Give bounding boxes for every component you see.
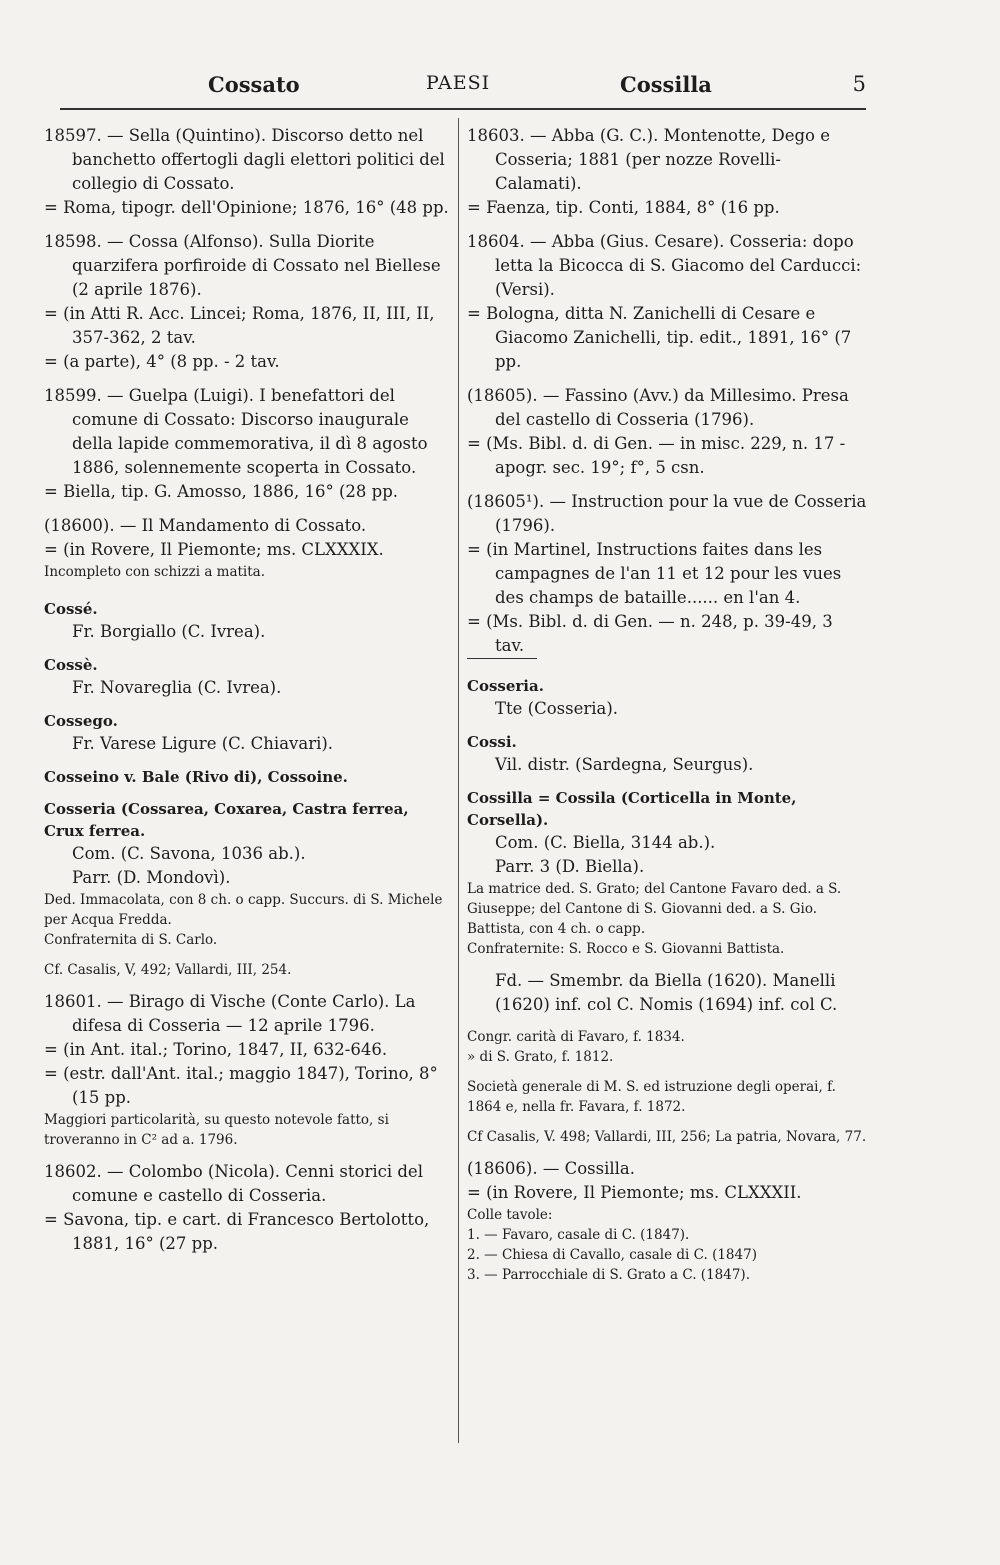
note-text: 1. — Favaro, casale di C. (1847). [467,1227,690,1243]
note-text: Cf. Casalis, V, 492; Vallardi, III, 254. [44,962,292,978]
header-right-keyword: Cossilla [620,72,712,97]
entry-text: (18600). — Il Mandamento di Cossato. [44,516,367,535]
spacer [44,788,449,798]
spacer [467,659,867,675]
column-divider [458,118,459,1443]
entry-text: = (estr. dall'Ant. ital.; maggio 1847), Torino, 8° (15 pp. [44,1064,438,1107]
spacer [467,959,867,969]
place-heading: Cossè. [44,656,98,674]
entry-text: Com. (C. Biella, 3144 ab.). [495,833,716,852]
spacer [467,374,867,384]
page-number: 5 [852,72,866,96]
entry-text: = (Ms. Bibl. d. di Gen. — in misc. 229, n. 17 - apogr. sec. 19°; f°, 5 csn. [467,434,846,477]
entry-text: = (in Rovere, Il Piemonte; ms. CLXXXIX. [44,540,384,559]
entry-text: 18603. — Abba (G. C.). Montenotte, Dego e Cosseria; 1881 (per nozze Rovelli-Calamati). [467,126,830,193]
entry-text: (18606). — Cossilla. [467,1159,636,1178]
entry-text: Fd. — Smembr. da Biella (1620). Manelli (1620) inf. col C. Nomis (1694) inf. col C. [495,971,838,1014]
entry-text: Fr. Varese Ligure (C. Chiavari). [72,734,334,753]
header-center-title: PAESI [426,72,491,94]
note-text: Colle tavole: [467,1207,553,1223]
place-heading: Cossilla = Cossila (Corticella in Monte, Corsella). [467,789,797,829]
note-text: Confraternite: S. Rocco e S. Giovanni Battista. [467,941,785,957]
spacer [44,582,449,598]
running-header [60,72,866,102]
entry-text: = Biella, tip. G. Amosso, 1886, 16° (28 pp. [44,482,399,501]
entry-text: = (in Atti R. Acc. Lincei; Roma, 1876, II, III, II, 357-362, 2 tav. [44,304,435,347]
spacer [44,220,449,230]
note-text: La matrice ded. S. Grato; del Cantone Favaro ded. a S. Giuseppe; del Cantone di S. Giovanni ded. a S. Gio. Battista, con 4 ch. o capp. [467,881,842,937]
entry-text: Fr. Borgiallo (C. Ivrea). [72,622,266,641]
header-rule [60,108,866,110]
entry-text: Vil. distr. (Sardegna, Seurgus). [495,755,754,774]
entry-text: 18598. — Cossa (Alfonso). Sulla Diorite quarzifera porfiroide di Cossato nel Biellese (2 aprile 1876). [44,232,441,299]
entry-text: = Bologna, ditta N. Zanichelli di Cesare e Giacomo Zanichelli, tip. edit., 1891, 16° (7 pp. [467,304,852,371]
spacer [44,1150,449,1160]
note-text: Incompleto con schizzi a matita. [44,564,266,580]
header-left-keyword: Cossato [208,72,300,97]
spacer [467,1117,867,1127]
note-text: Maggiori particolarità, su questo notevole fatto, si troveranno in C² ad a. 1796. [44,1112,389,1148]
note-text: Confraternita di S. Carlo. [44,932,218,948]
entry-text: = Faenza, tip. Conti, 1884, 8° (16 pp. [467,198,780,217]
entry-text: (18605¹). — Instruction pour la vue de Cosseria (1796). [467,492,867,535]
spacer [467,220,867,230]
spacer [44,644,449,654]
note-text: 2. — Chiesa di Cavallo, casale di C. (1847) [467,1247,757,1263]
place-heading: Cossego. [44,712,118,730]
place-heading: Cossé. [44,600,98,618]
entry-text: Tte (Cosseria). [495,699,619,718]
spacer [44,980,449,990]
entry-text: 18601. — Birago di Vische (Conte Carlo). La difesa di Cosseria — 12 aprile 1796. [44,992,416,1035]
entry-text: Fr. Novareglia (C. Ivrea). [72,678,282,697]
spacer [44,374,449,384]
spacer [467,1147,867,1157]
entry-text: Parr. (D. Mondovì). [72,868,231,887]
note-text: » di S. Grato, f. 1812. [467,1049,614,1065]
entry-text: = (in Martinel, Instructions faites dans les campagnes de l'an 11 et 12 pour les vues des champs de bataille...... en l'an 4. [467,540,842,607]
entry-text: = Roma, tipogr. dell'Opinione; 1876, 16° (48 pp. [44,198,449,217]
entry-text: (18605). — Fassino (Avv.) da Millesimo. Presa del castello di Cosseria (1796). [467,386,849,429]
entry-text: 18599. — Guelpa (Luigi). I benefattori del comune di Cossato: Discorso inaugurale della lapide commemorativa, il dì 8 agosto 1886, solennemente scoperta in Cossato. [44,386,428,477]
entry-text: 18602. — Colombo (Nicola). Cenni storici del comune e castello di Cosseria. [44,1162,423,1205]
spacer [44,756,449,766]
note-text: Ded. Immacolata, con 8 ch. o capp. Succurs. di S. Michele per Acqua Fredda. [44,892,443,928]
place-heading: Cosseino v. Bale (Rivo di), Cossoine. [44,768,348,786]
spacer [467,1067,867,1077]
entry-text: 18604. — Abba (Gius. Cesare). Cosseria: dopo letta la Bicocca di S. Giacomo del Carducci: (Versi). [467,232,862,299]
place-heading: Cossi. [467,733,517,751]
place-heading: Cosseria (Cossarea, Coxarea, Castra ferrea, Crux ferrea. [44,800,409,840]
spacer [44,504,449,514]
note-text: Cf Casalis, V. 498; Vallardi, III, 256; La patria, Novara, 77. [467,1129,867,1145]
place-heading: Cosseria. [467,677,544,695]
left-column [44,124,449,1256]
spacer [467,1017,867,1027]
entry-text: = (in Ant. ital.; Torino, 1847, II, 632-646. [44,1040,388,1059]
entry-text: = (a parte), 4° (8 pp. - 2 tav. [44,352,280,371]
spacer [44,950,449,960]
note-text: 3. — Parrocchiale di S. Grato a C. (1847). [467,1267,750,1283]
spacer [467,480,867,490]
spacer [44,700,449,710]
right-column [467,124,867,1285]
entry-text: = Savona, tip. e cart. di Francesco Bertolotto, 1881, 16° (27 pp. [44,1210,430,1253]
note-text: Società generale di M. S. ed istruzione degli operai, f. 1864 e, nella fr. Favara, f. 1872. [467,1079,836,1115]
entry-text: 18597. — Sella (Quintino). Discorso detto nel banchetto offertogli dagli elettori politici del collegio di Cossato. [44,126,445,193]
entry-text: Parr. 3 (D. Biella). [495,857,645,876]
entry-text: = (Ms. Bibl. d. di Gen. — n. 248, p. 39-49, 3 tav. [467,612,833,655]
entry-text: Com. (C. Savona, 1036 ab.). [72,844,306,863]
note-text: Congr. carità di Favaro, f. 1834. [467,1029,685,1045]
spacer [467,777,867,787]
spacer [467,721,867,731]
entry-text: = (in Rovere, Il Piemonte; ms. CLXXXII. [467,1183,802,1202]
